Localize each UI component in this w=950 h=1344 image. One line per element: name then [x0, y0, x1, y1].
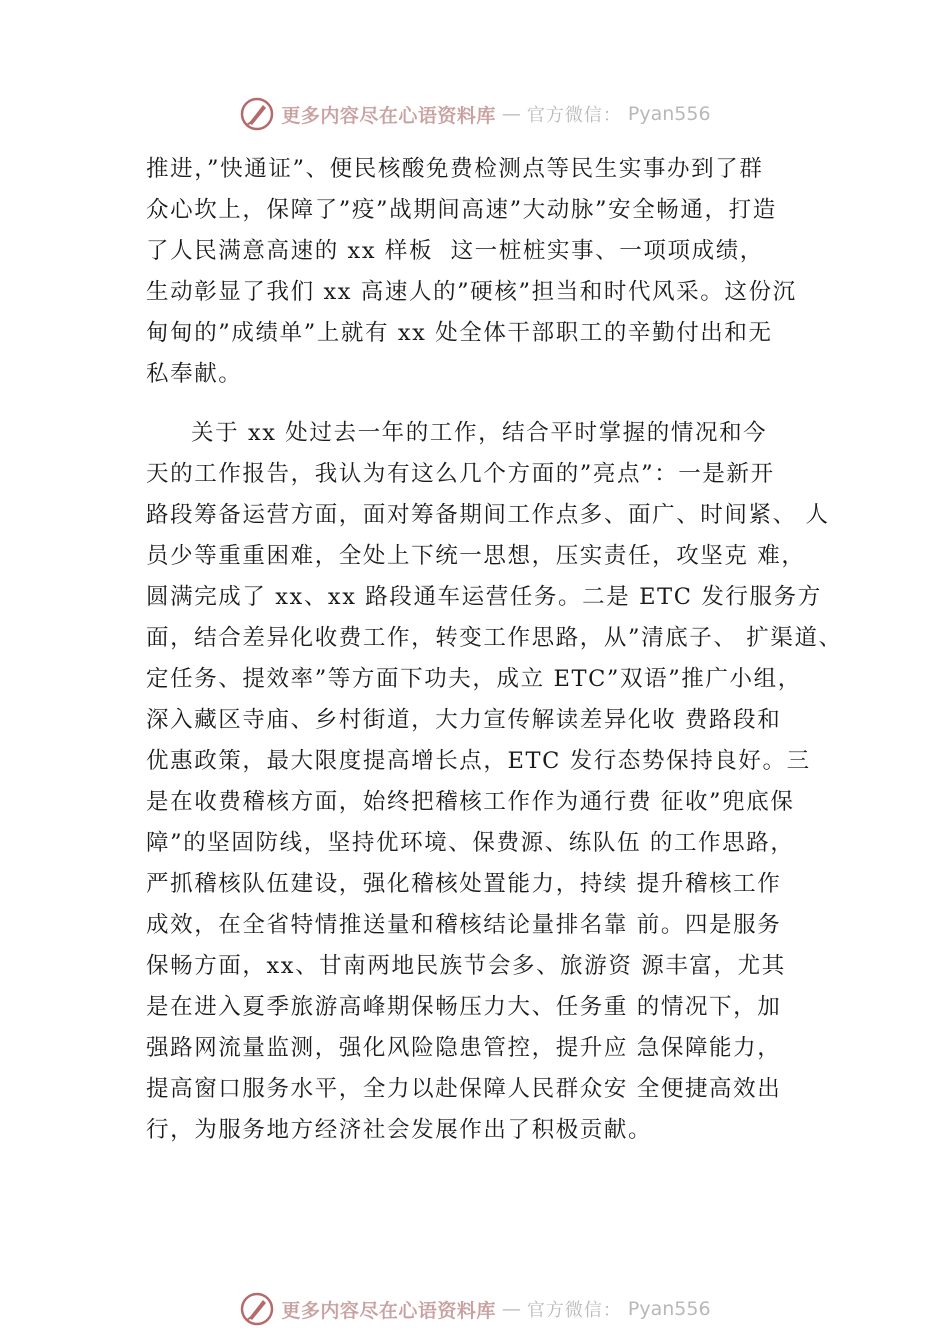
text-line: 定任务、提效率”等方面下功夫，成立 ETC”双语”推广小组，	[146, 666, 802, 692]
watermark-brand: 更多内容尽在心语资料库	[281, 104, 496, 127]
quill-pen-seal-icon	[239, 96, 275, 132]
paragraph-1	[146, 149, 836, 395]
watermark-separator: —	[501, 1298, 521, 1320]
text-line: 强路网流量监测，强化风险隐患管控，提升应 急保障能力，	[146, 1035, 782, 1061]
document-body	[146, 149, 843, 1151]
text-line: 是在进入夏季旅游高峰期保畅压力大、任务重 的情况下，加	[146, 994, 782, 1020]
text-line: 深入藏区寺庙、乡村街道，大力宣传解读差异化收 费路段和	[146, 707, 782, 733]
header-watermark	[0, 94, 950, 134]
text-line: 行，为服务地方经济社会发展作出了积极贡献。	[146, 1117, 653, 1143]
text-line: 了人民满意高速的 xx 样板 这一桩桩实事、一项项成绩，	[146, 238, 764, 264]
text-line: 众心坎上，保障了”疫”战期间高速”大动脉”安全畅通，打造	[146, 197, 777, 223]
text-line: 员少等重重困难，全处上下统一思想，压实责任，攻坚克 难，	[146, 543, 806, 569]
watermark-wechat-label: 官方微信：	[526, 105, 622, 126]
text-line: 私奉献。	[146, 361, 243, 387]
text-line: 推进，”快通证”、便民核酸免费检测点等民生实事办到了群	[146, 156, 764, 182]
text-line: 提高窗口服务水平，全力以赴保障人民群众安 全便捷高效出	[146, 1076, 782, 1102]
text-line: 关于 xx 处过去一年的工作，结合平时掌握的情况和今	[191, 420, 768, 446]
text-line: 圆满完成了 xx、xx 路段通车运营任务。二是 ETC 发行服务方	[146, 584, 822, 610]
text-line: 障”的坚固防线，坚持优环境、保费源、练队伍 的工作思路，	[146, 830, 795, 856]
text-line: 严抓稽核队伍建设，强化稽核处置能力，持续 提升稽核工作	[146, 871, 782, 897]
paragraph-gap	[146, 395, 836, 413]
text-line: 面，结合差异化收费工作，转变工作思路，从”清底子、 扩渠道、	[146, 625, 843, 651]
watermark-wechat-label: 官方微信：	[526, 1300, 622, 1321]
text-line: 优惠政策，最大限度提高增长点，ETC 发行态势保持良好。三	[146, 748, 811, 774]
watermark-brand: 更多内容尽在心语资料库	[281, 1299, 496, 1322]
watermark-separator: —	[501, 103, 521, 125]
text-line: 甸甸的”成绩单”上就有 xx 处全体干部职工的辛勤付出和无	[146, 320, 773, 346]
quill-pen-seal-icon	[239, 1291, 275, 1327]
text-line: 保畅方面，xx、甘南两地民族节会多、旅游资 源丰富，尤其	[146, 953, 786, 979]
paragraph-2	[146, 413, 843, 1151]
text-line: 天的工作报告，我认为有这么几个方面的”亮点”：一是新开	[146, 461, 775, 487]
watermark-wechat-id: Pyan556	[627, 1298, 711, 1320]
text-line: 生动彰显了我们 xx 高速人的”硬核”担当和时代风采。这份沉	[146, 279, 797, 305]
footer-watermark	[0, 1289, 950, 1329]
text-line: 是在收费稽核方面，始终把稽核工作作为通行费 征收”兜底保	[146, 789, 795, 815]
text-line: 路段筹备运营方面，面对筹备期间工作点多、面广、时间紧、 人	[146, 502, 830, 528]
text-line: 成效，在全省特情推送量和稽核结论量排名靠 前。四是服务	[146, 912, 782, 938]
watermark-wechat-id: Pyan556	[627, 103, 711, 125]
